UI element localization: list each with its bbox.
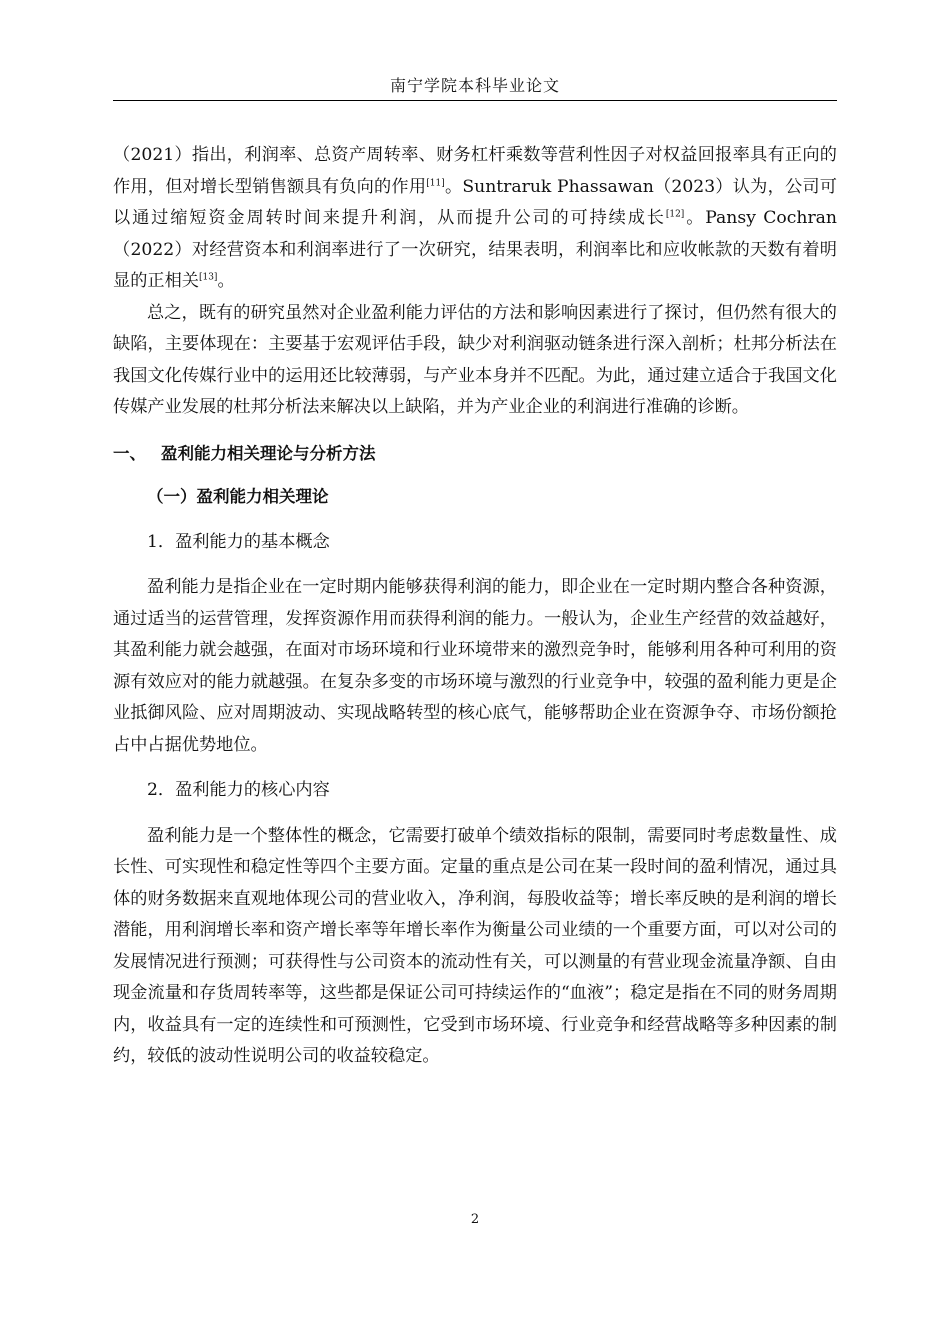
- section-title: 盈利能力相关理论与分析方法: [161, 443, 376, 463]
- subsubsection-heading-core-content: 2．盈利能力的核心内容: [147, 780, 330, 800]
- paragraph-summary: 总之，既有的研究虽然对企业盈利能力评估的方法和影响因素进行了探讨，但仍然有很大的缺陷，主要体现在：主要基于宏观评估手段，缺少对利润驱动链条进行深入剖析；杜邦分析法在我国文化传媒行业中的运用还比较薄弱，与产业本身并不匹配。为此，通过建立适合于我国文化传媒产业发展的杜邦分析法来解决以上缺陷，并为产业企业的利润进行准确的诊断。: [113, 302, 837, 417]
- citation-ref: [12]: [665, 209, 685, 220]
- paragraph-text: 。: [217, 271, 235, 291]
- section-number: 一、: [113, 443, 146, 463]
- paragraph-basic-concept: 盈利能力是指企业在一定时期内能够获得利润的能力，即企业在一定时期内整合各种资源，通过适当的运营管理，发挥资源作用而获得利润的能力。一般认为，企业生产经营的效益越好，其盈利能力就会越强，在面对市场环境和行业环境带来的激烈竞争时，能够利用各种可利用的资源有效应对的能力就越强。在复杂多变的市场环境与激烈的行业竞争中，较强的盈利能力更是企业抵御风险、应对周期波动、实现战略转型的核心底气，能够帮助企业在资源争夺、市场份额抢占中占据优势地位。: [113, 577, 837, 755]
- paragraph-literature-review: [113, 140, 837, 298]
- paragraph-text: 。Pansy Cochran（2022）对经营资本和利润率进行了一次研究，结果表明，利润率比和应收帐款的天数有着明显的正相关: [113, 208, 837, 291]
- citation-ref: [11]: [426, 177, 445, 188]
- header-rule: [113, 100, 837, 101]
- page-body: [113, 140, 837, 1073]
- paragraph-text: （2021）指出，利润率、总资产周转率、财务杠杆乘数等营利性因子对权益回报率具有正向的作用，但对增长型销售额具有负向的作用: [113, 145, 837, 197]
- paragraph-text: 。Suntraruk Phassawan（2023）认为，公司可以通过缩短资金周转时间来提升利润，从而提升公司的可持续成长: [113, 176, 837, 228]
- subsection-heading: （一）盈利能力相关理论: [147, 487, 329, 506]
- page-number: 2: [470, 1212, 480, 1227]
- page-header: 南宁学院本科毕业论文: [389, 76, 560, 95]
- citation-ref: [13]: [198, 272, 218, 283]
- subsubsection-heading-basic-concept: 1．盈利能力的基本概念: [147, 531, 330, 552]
- paragraph-core-content: 盈利能力是一个整体性的概念，它需要打破单个绩效指标的限制，需要同时考虑数量性、成长性、可实现性和稳定性等四个主要方面。定量的重点是公司在某一段时间的盈利情况，通过具体的财务数据来直观地体现公司的营业收入，净利润，每股收益等；增长率反映的是利润的增长潜能，用利润增长率和资产增长率等年增长率作为衡量公司业绩的一个重要方面，可以对公司的发展情况进行预测；可获得性与公司资本的流动性有关，可以测量的有营业现金流量净额、自由现金流量和存货周转率等，这些都是保证公司可持续运作的“血液”；稳定是指在不同的财务周期内，收益具有一定的连续性和可预测性，它受到市场环境、行业竞争和经营战略等多种因素的制约，较低的波动性说明公司的收益较稳定。: [113, 825, 837, 1066]
- section-heading: [113, 438, 837, 470]
